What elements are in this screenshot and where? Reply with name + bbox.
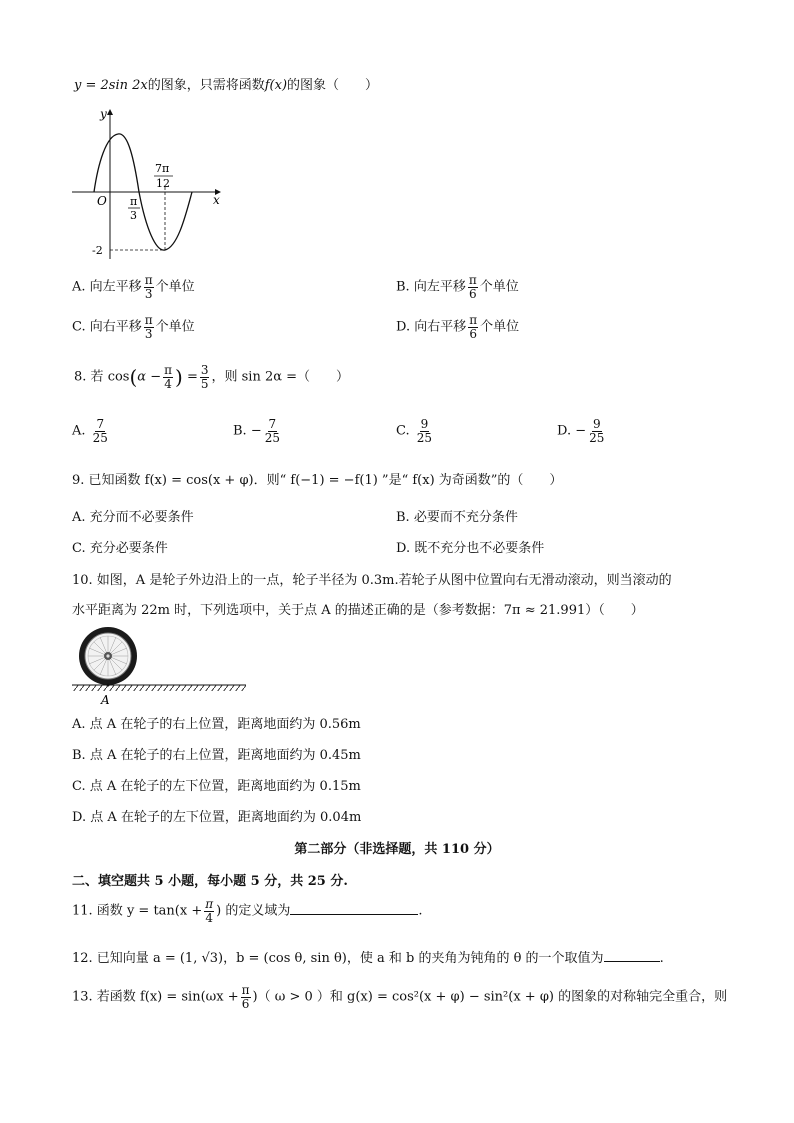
q7-stem-func: y = 2sin 2x <box>74 78 148 93</box>
y-axis-label: y <box>100 107 107 121</box>
q9-option-c[interactable]: C. 充分必要条件 <box>72 541 168 556</box>
q11-answer-blank[interactable] <box>290 902 418 915</box>
q9-option-d[interactable]: D. 既不充分也不必要条件 <box>396 541 545 556</box>
part2-title: 第二部分（非选择题，共 110 分） <box>294 842 500 857</box>
ground-hatch <box>72 685 246 691</box>
q12-answer-blank[interactable] <box>604 949 660 962</box>
q7-option-a[interactable]: A. 向左平移 $\frac{\pi}{3}$ 个单位 <box>72 273 195 301</box>
q10-stem-line2: 水平距离为 22m 时，下列选项中，关于点 A 的描述正确的是（参考数据：7π ≈ 21.991）（ ） <box>72 603 644 618</box>
q8-option-a[interactable]: A. $\frac{7}{25}$ <box>72 417 108 445</box>
q7-option-b[interactable]: B. 向左平移 $\frac{\pi}{6}$ 个单位 <box>396 273 519 301</box>
q10-stem-line1: 10. 如图，A 是轮子外边沿上的一点，轮子半径为 0.3m.若轮子从图中位置向右无滑动滚动，则当滚动的 <box>72 573 672 588</box>
q7-stem-f: f(x) <box>264 78 288 93</box>
neg-two-label: -2 <box>92 244 103 257</box>
pi-third-num: π <box>130 195 138 208</box>
q10-option-c[interactable]: C. 点 A 在轮子的左下位置，距离地面约为 0.15m <box>72 779 361 794</box>
q7-stem-end: 的图象（ ） <box>287 78 379 93</box>
origin-label: O <box>97 194 107 208</box>
q8-option-c[interactable]: C. $\frac{9}{25}$ <box>396 417 433 445</box>
q8-option-b[interactable]: B. − $\frac{7}{25}$ <box>233 417 281 445</box>
seven-pi-den: 12 <box>156 177 170 190</box>
q7-option-c[interactable]: C. 向右平移 $\frac{\pi}{3}$ 个单位 <box>72 313 195 341</box>
q7-stem <box>74 74 378 93</box>
point-a-marker <box>107 684 110 687</box>
q9-stem: 9. 已知函数 f(x) = cos(x + φ)．则“ f(−1) = −f(1) ”是“ f(x) 为奇函数”的（ ） <box>72 473 563 488</box>
q13-stem: 13. 若函数 f(x) = sin(ωx + $\frac{\pi}{6}$ )（ ω > 0 ）和 g(x) = cos²(x + φ) − sin²(x + φ) 的图象的对称轴完全重合，则 <box>72 983 728 1011</box>
point-a-label: A <box>101 693 110 707</box>
pi-third-den: 3 <box>130 209 137 222</box>
q10-option-b[interactable]: B. 点 A 在轮子的右上位置，距离地面约为 0.45m <box>72 748 361 763</box>
q12-stem: 12. 已知向量 a = (1, √3)，b = (cos θ, sin θ)，使 a 和 b 的夹角为钝角的 θ 的一个取值为 . <box>72 951 664 966</box>
q9-option-b[interactable]: B. 必要而不充分条件 <box>396 510 518 525</box>
q11-stem: 11. 函数 y = tan(x + $\frac{\pi}{4}$ ) 的定义域为 . <box>72 897 423 925</box>
seven-pi-num: 7π <box>155 162 170 175</box>
x-axis-label: x <box>213 193 220 207</box>
wheel <box>79 627 137 685</box>
q10-option-a[interactable]: A. 点 A 在轮子的右上位置，距离地面约为 0.56m <box>72 717 361 732</box>
q7-stem-text: 的图象，只需将函数 <box>147 78 265 93</box>
part2-section-heading: 二、填空题共 5 小题，每小题 5 分，共 25 分. <box>72 874 348 889</box>
q7-sine-graph <box>68 104 233 264</box>
q10-option-d[interactable]: D. 点 A 在轮子的左下位置，距离地面约为 0.04m <box>72 810 362 825</box>
q10-wheel-figure <box>70 624 250 708</box>
q8-stem: 8. 若 cos(α − $\frac{\pi}{4}$ ) = $\frac{3}{5}$ ，则 sin 2α =（ ） <box>74 363 350 391</box>
q8-option-d[interactable]: D. − $\frac{9}{25}$ <box>557 417 605 445</box>
q9-option-a[interactable]: A. 充分而不必要条件 <box>72 510 194 525</box>
q7-option-d[interactable]: D. 向右平移 $\frac{\pi}{6}$ 个单位 <box>396 313 520 341</box>
